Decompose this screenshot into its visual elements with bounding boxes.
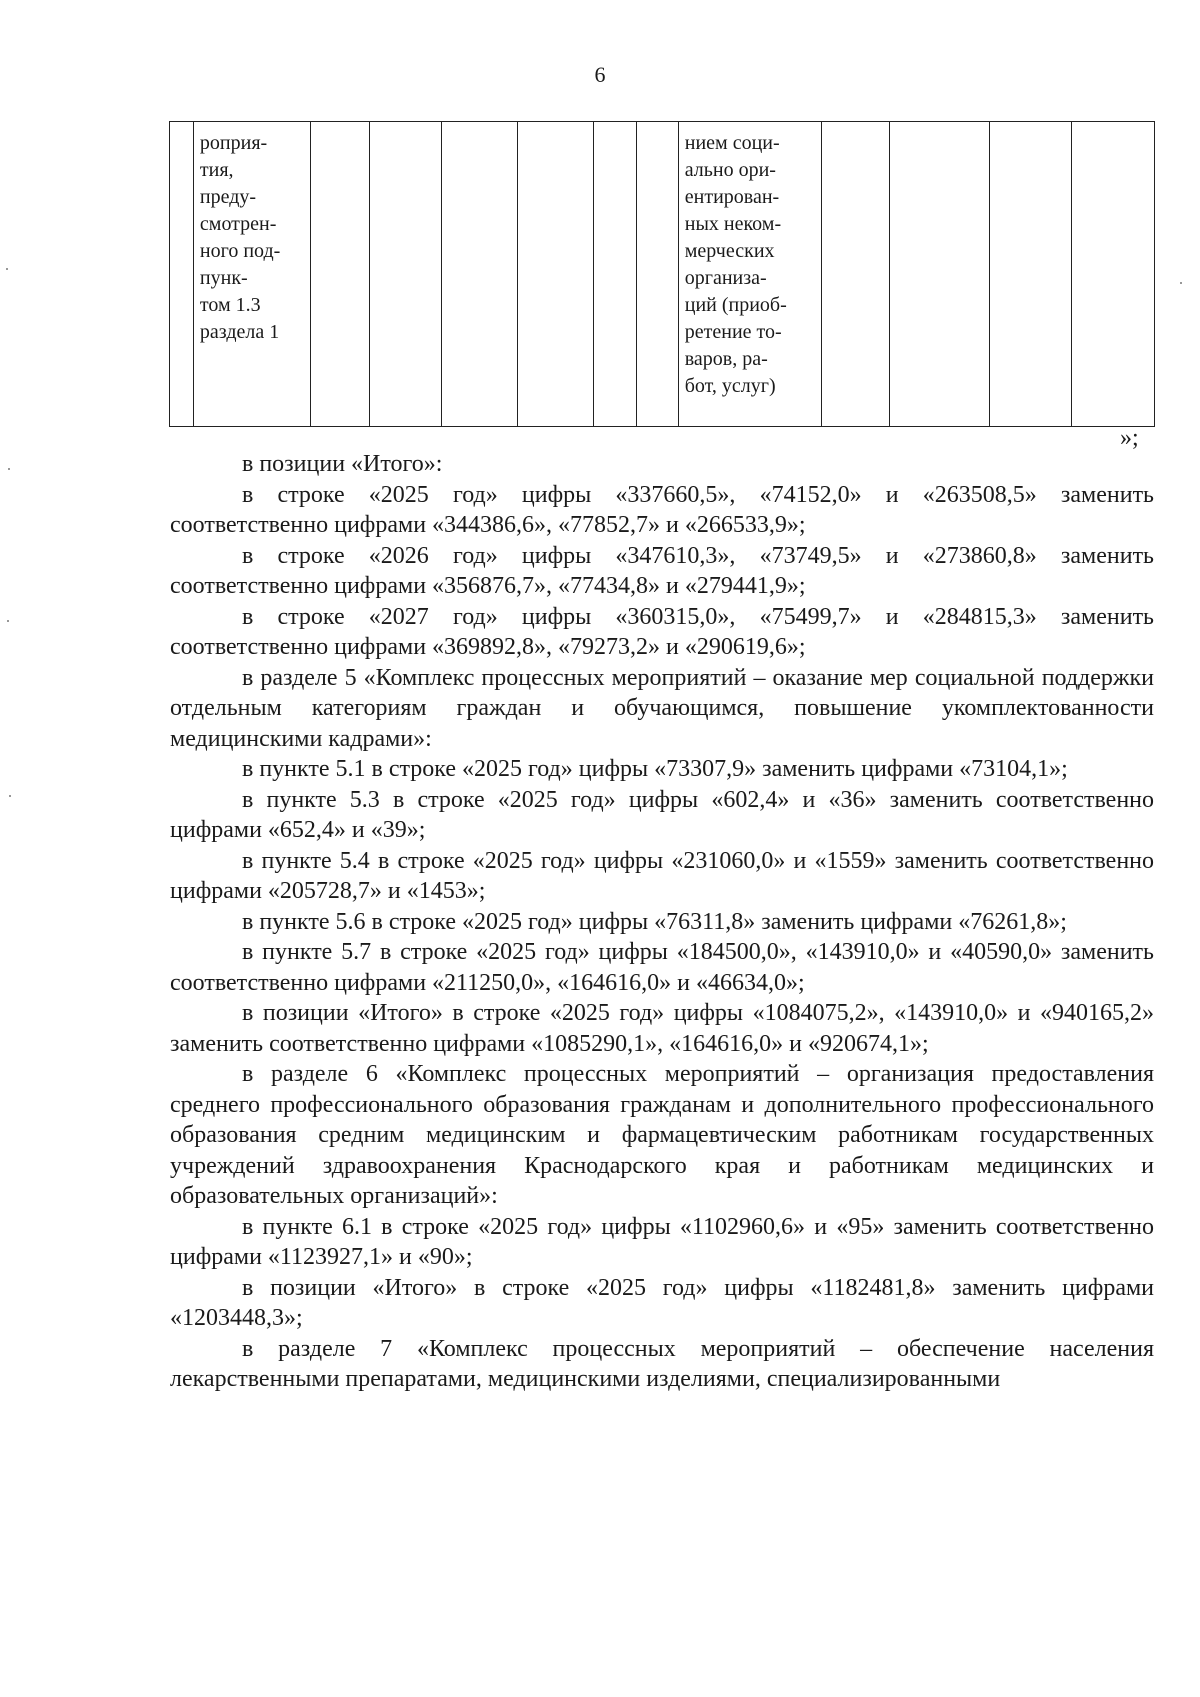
body-paragraph: в пункте 6.1 в строке «2025 год» цифры «1102960,6» и «95» заменить соответственно цифрами «1123927,1» и «90»; xyxy=(170,1213,1154,1270)
table-cell xyxy=(678,122,822,427)
table-cell xyxy=(1072,122,1155,427)
cell-text-line: раздела 1 xyxy=(199,321,280,343)
table-cell xyxy=(193,122,310,427)
table-cell xyxy=(593,122,636,427)
cell-text-line: ных неком- xyxy=(684,213,782,235)
cell-text-line: том 1.3 xyxy=(199,294,261,316)
cell-text-line: ентирован- xyxy=(684,186,780,208)
cell-text-line: смотрен- xyxy=(199,213,277,235)
cell-text-line: ально ори- xyxy=(684,159,776,181)
page-number: 6 xyxy=(594,62,606,87)
table-cell xyxy=(889,122,989,427)
body-paragraph: в разделе 5 «Комплекс процессных мероприятий – оказание мер социальной поддержки отдельным категориям граждан и обучающимся, повышение укомплектованности медицинскими кадрами»: xyxy=(170,664,1154,752)
table-cell xyxy=(989,122,1072,427)
cell-text-line: нием соци- xyxy=(684,132,780,154)
table-cell xyxy=(370,122,442,427)
body-paragraph: в позиции «Итого»: xyxy=(242,451,443,477)
cell-text-line: преду- xyxy=(199,186,257,208)
body-paragraph: в разделе 7 «Комплекс процессных мероприятий – обеспечение населения лекарственными препаратами, медицинскими изделиями, специализированными xyxy=(170,1335,1154,1392)
table-cell xyxy=(822,122,889,427)
body-paragraph: в пункте 5.6 в строке «2025 год» цифры «76311,8» заменить цифрами «76261,8»; xyxy=(242,908,1067,935)
body-paragraph: в пункте 5.4 в строке «2025 год» цифры «231060,0» и «1559» заменить соответственно цифрами «205728,7» и «1453»; xyxy=(170,847,1154,904)
document-body xyxy=(170,449,1154,1395)
body-paragraph: в строке «2027 год» цифры «360315,0», «75499,7» и «284815,3» заменить соответственно цифрами «369892,8», «79273,2» и «290619,6»; xyxy=(170,603,1154,660)
continuation-table xyxy=(169,121,1155,427)
body-paragraph: в строке «2025 год» цифры «337660,5», «74152,0» и «263508,5» заменить соответственно цифрами «344386,6», «77852,7» и «266533,9»; xyxy=(170,481,1154,538)
cell-text-line: варов, ра- xyxy=(684,348,768,370)
scan-artifact xyxy=(9,795,11,797)
body-paragraph: в разделе 6 «Комплекс процессных мероприятий – организация предоставления среднего профессионального образования гражданам и дополнительного профессионального образования средним медицинским и фармацевтическим работникам государственных учреждений здравоохранения Краснодарского края и работникам медицинских и образовательных организаций»: xyxy=(170,1061,1154,1209)
scan-artifact xyxy=(6,268,8,270)
cell-text-line: мерческих xyxy=(684,240,775,262)
cell-text-line: пунк- xyxy=(199,267,248,289)
table-cell xyxy=(311,122,370,427)
table-cell xyxy=(170,122,194,427)
cell-text-line: тия, xyxy=(199,159,234,181)
continuation-table-wrap xyxy=(169,121,1155,427)
table-row xyxy=(170,122,1155,427)
body-paragraph: в пункте 5.3 в строке «2025 год» цифры «602,4» и «36» заменить соответственно цифрами «652,4» и «39»; xyxy=(170,786,1154,843)
scan-artifact xyxy=(7,620,9,622)
body-paragraph: в пункте 5.1 в строке «2025 год» цифры «73307,9» заменить цифрами «73104,1»; xyxy=(242,756,1068,782)
scan-artifact xyxy=(8,468,10,470)
body-paragraph: в позиции «Итого» в строке «2025 год» цифры «1084075,2», «143910,0» и «940165,2» заменить соответственно цифрами «1085290,1», «164616,0» и «920674,1»; xyxy=(170,1000,1154,1057)
table-cell xyxy=(517,122,593,427)
table-cell xyxy=(441,122,517,427)
cell-text-line: ного под- xyxy=(199,240,281,262)
cell-text-line: ций (приоб- xyxy=(684,294,787,316)
closing-quote-mark: »; xyxy=(1120,425,1139,451)
body-paragraph: в пункте 5.7 в строке «2025 год» цифры «184500,0», «143910,0» и «40590,0» заменить соответственно цифрами «211250,0», «164616,0» и «46634,0»; xyxy=(170,939,1154,996)
table-cell xyxy=(637,122,678,427)
body-paragraph: в строке «2026 год» цифры «347610,3», «73749,5» и «273860,8» заменить соответственно цифрами «356876,7», «77434,8» и «279441,9»; xyxy=(170,542,1154,599)
body-paragraph: в позиции «Итого» в строке «2025 год» цифры «1182481,8» заменить цифрами «1203448,3»; xyxy=(170,1274,1154,1331)
cell-text-line: бот, услуг) xyxy=(684,375,776,397)
scan-artifact xyxy=(1180,282,1182,284)
cell-text-line: роприя- xyxy=(199,132,268,154)
cell-text-line: ретение то- xyxy=(684,321,782,343)
cell-text-line: организа- xyxy=(684,267,767,289)
